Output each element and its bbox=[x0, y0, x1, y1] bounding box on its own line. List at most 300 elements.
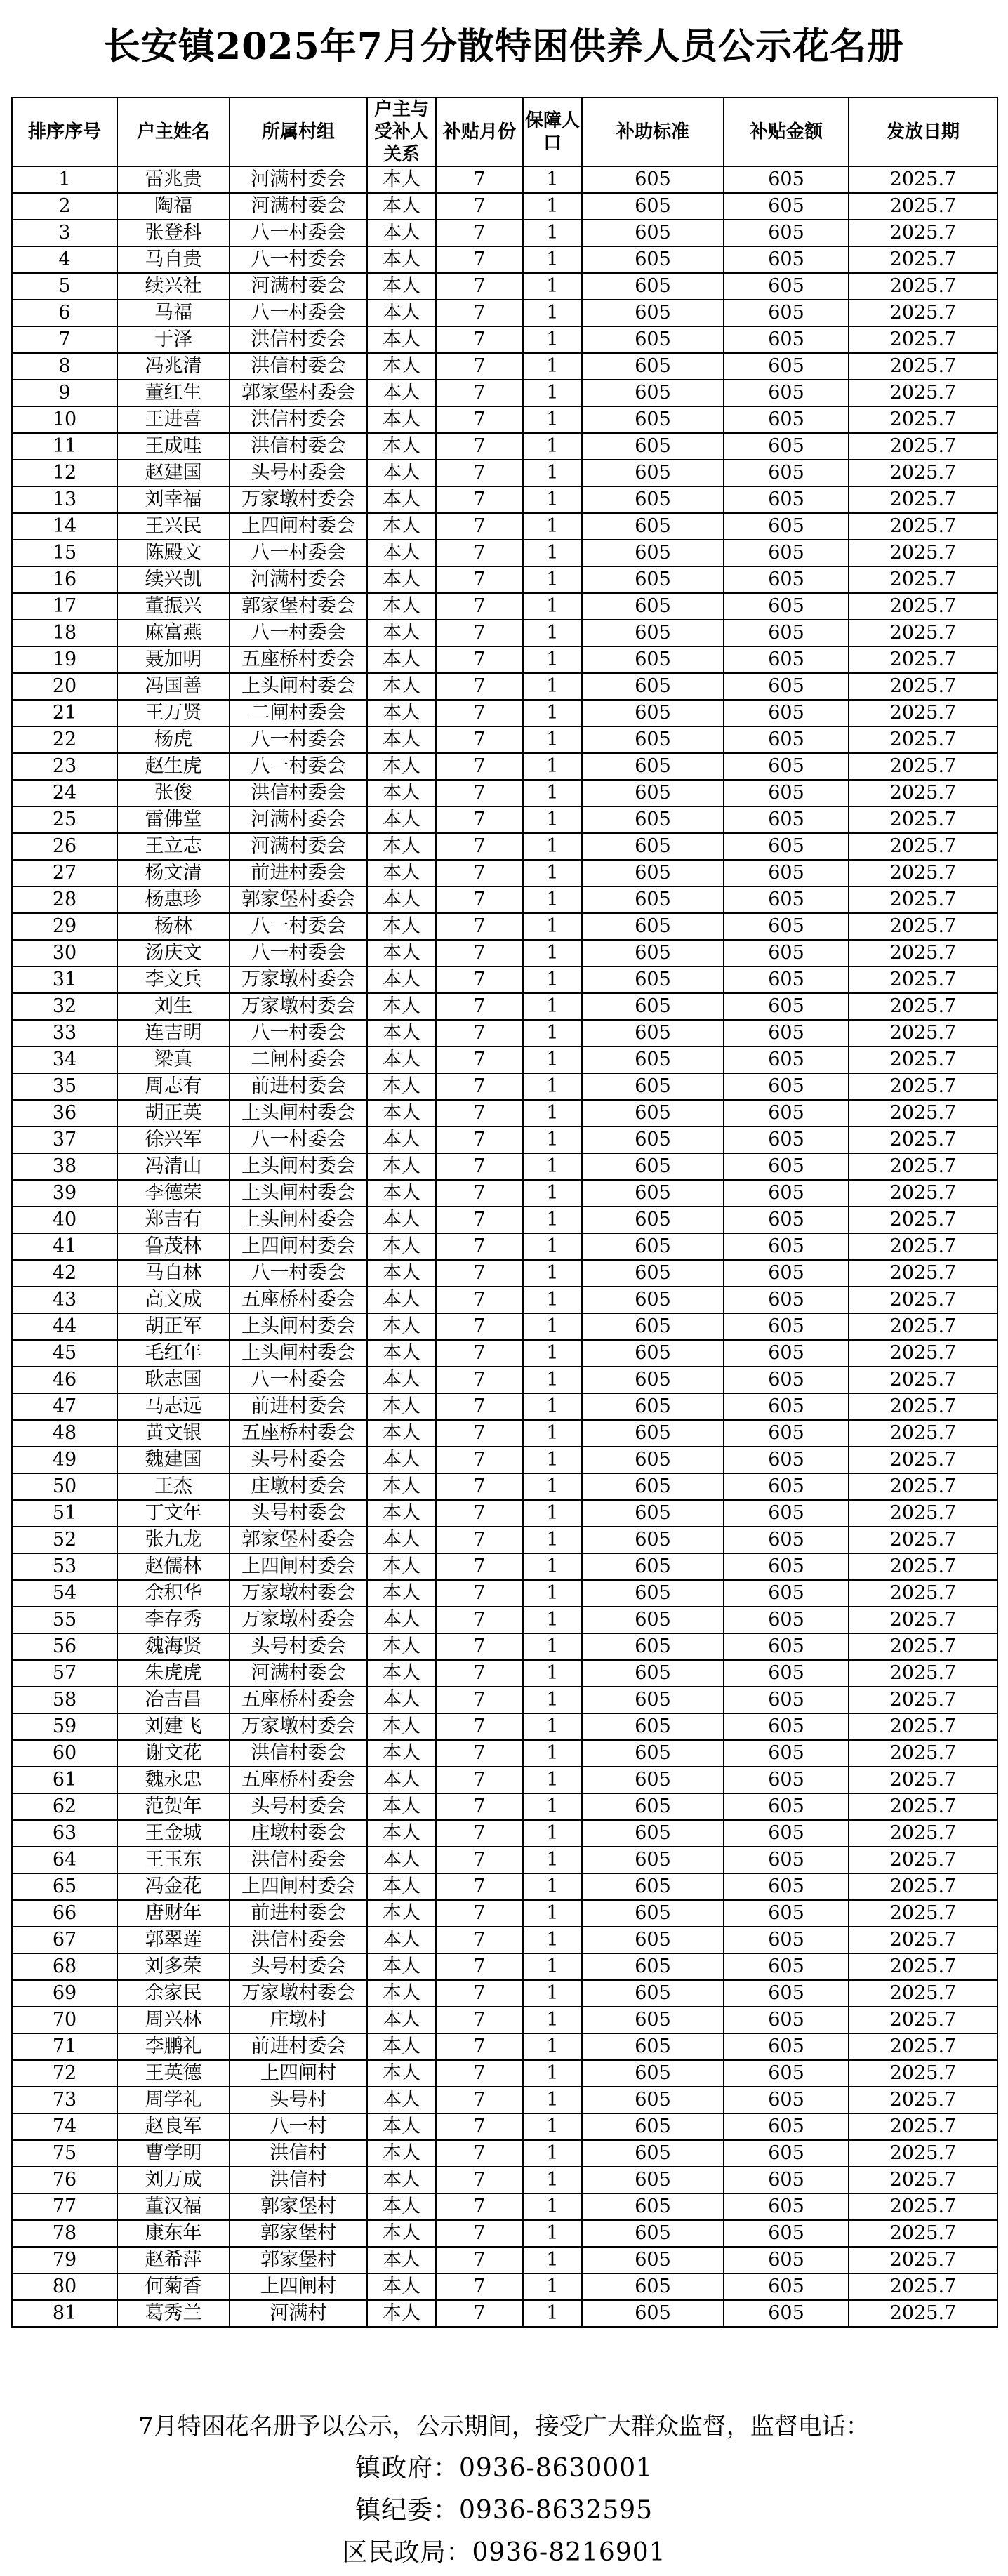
cell-name: 周志有 bbox=[117, 1073, 230, 1100]
cell-amount: 605 bbox=[724, 1740, 849, 1767]
cell-amount: 605 bbox=[724, 460, 849, 486]
cell-population: 1 bbox=[523, 2220, 582, 2247]
header-village: 所属村组 bbox=[230, 98, 367, 166]
cell-population: 1 bbox=[523, 486, 582, 513]
cell-month: 7 bbox=[436, 460, 523, 486]
cell-month: 7 bbox=[436, 1047, 523, 1073]
cell-village: 洪信村 bbox=[230, 2140, 367, 2167]
cell-serial: 79 bbox=[12, 2247, 117, 2273]
cell-month: 7 bbox=[436, 2060, 523, 2087]
cell-name: 续兴社 bbox=[117, 273, 230, 300]
table-row bbox=[12, 2300, 997, 2327]
cell-amount: 605 bbox=[724, 833, 849, 860]
cell-month: 7 bbox=[436, 1820, 523, 1847]
cell-amount: 605 bbox=[724, 1287, 849, 1313]
cell-village: 上头闸村委会 bbox=[230, 1153, 367, 1180]
cell-month: 7 bbox=[436, 913, 523, 940]
cell-amount: 605 bbox=[724, 193, 849, 220]
cell-name: 杨虎 bbox=[117, 726, 230, 753]
cell-standard: 605 bbox=[582, 1100, 724, 1127]
cell-village: 二闸村委会 bbox=[230, 700, 367, 726]
table-row bbox=[12, 913, 997, 940]
cell-village: 上头闸村委会 bbox=[230, 1207, 367, 1233]
cell-amount: 605 bbox=[724, 1473, 849, 1500]
cell-amount: 605 bbox=[724, 887, 849, 913]
cell-serial: 24 bbox=[12, 780, 117, 806]
cell-village: 郭家堡村 bbox=[230, 2193, 367, 2220]
cell-population: 1 bbox=[523, 993, 582, 1020]
cell-relation: 本人 bbox=[367, 913, 436, 940]
cell-relation: 本人 bbox=[367, 433, 436, 460]
cell-amount: 605 bbox=[724, 166, 849, 193]
cell-name: 赵建国 bbox=[117, 460, 230, 486]
cell-relation: 本人 bbox=[367, 887, 436, 913]
table-row bbox=[12, 673, 997, 700]
cell-relation: 本人 bbox=[367, 1073, 436, 1100]
cell-serial: 20 bbox=[12, 673, 117, 700]
cell-relation: 本人 bbox=[367, 2007, 436, 2033]
cell-standard: 605 bbox=[582, 433, 724, 460]
cell-amount: 605 bbox=[724, 700, 849, 726]
cell-population: 1 bbox=[523, 646, 582, 673]
cell-serial: 51 bbox=[12, 1500, 117, 1527]
cell-population: 1 bbox=[523, 2300, 582, 2327]
cell-serial: 56 bbox=[12, 1633, 117, 1660]
cell-name: 王兴民 bbox=[117, 513, 230, 540]
cell-standard: 605 bbox=[582, 2087, 724, 2113]
cell-village: 头号村委会 bbox=[230, 1633, 367, 1660]
phone-district-civil-affairs: 区民政局：0936-8216901 bbox=[342, 2538, 666, 2567]
cell-month: 7 bbox=[436, 540, 523, 566]
cell-population: 1 bbox=[523, 2167, 582, 2193]
cell-amount: 605 bbox=[724, 2087, 849, 2113]
table-row bbox=[12, 1793, 997, 1820]
cell-name: 耿志国 bbox=[117, 1367, 230, 1393]
cell-serial: 45 bbox=[12, 1340, 117, 1367]
cell-date: 2025.7 bbox=[849, 1953, 997, 1980]
cell-village: 八一村 bbox=[230, 2113, 367, 2140]
cell-amount: 605 bbox=[724, 993, 849, 1020]
table-row bbox=[12, 1740, 997, 1767]
cell-amount: 605 bbox=[724, 860, 849, 887]
cell-population: 1 bbox=[523, 193, 582, 220]
cell-village: 万家墩村委会 bbox=[230, 993, 367, 1020]
cell-serial: 6 bbox=[12, 300, 117, 326]
table-row bbox=[12, 1260, 997, 1287]
cell-name: 聂加明 bbox=[117, 646, 230, 673]
cell-serial: 38 bbox=[12, 1153, 117, 1180]
cell-month: 7 bbox=[436, 2033, 523, 2060]
cell-relation: 本人 bbox=[367, 1847, 436, 1873]
cell-standard: 605 bbox=[582, 1740, 724, 1767]
table-row bbox=[12, 1607, 997, 1633]
cell-serial: 81 bbox=[12, 2300, 117, 2327]
cell-name: 张俊 bbox=[117, 780, 230, 806]
cell-relation: 本人 bbox=[367, 1980, 436, 2007]
cell-date: 2025.7 bbox=[849, 913, 997, 940]
cell-relation: 本人 bbox=[367, 540, 436, 566]
cell-name: 马志远 bbox=[117, 1393, 230, 1420]
cell-month: 7 bbox=[436, 1020, 523, 1047]
cell-population: 1 bbox=[523, 726, 582, 753]
table-row bbox=[12, 1180, 997, 1207]
cell-standard: 605 bbox=[582, 967, 724, 993]
cell-amount: 605 bbox=[724, 1180, 849, 1207]
cell-population: 1 bbox=[523, 1207, 582, 1233]
cell-amount: 605 bbox=[724, 1340, 849, 1367]
cell-name: 刘幸福 bbox=[117, 486, 230, 513]
cell-village: 头号村委会 bbox=[230, 460, 367, 486]
cell-amount: 605 bbox=[724, 220, 849, 246]
cell-population: 1 bbox=[523, 593, 582, 620]
cell-amount: 605 bbox=[724, 246, 849, 273]
cell-name: 连吉明 bbox=[117, 1020, 230, 1047]
cell-serial: 17 bbox=[12, 593, 117, 620]
cell-relation: 本人 bbox=[367, 1873, 436, 1900]
cell-date: 2025.7 bbox=[849, 1233, 997, 1260]
cell-population: 1 bbox=[523, 353, 582, 380]
cell-serial: 40 bbox=[12, 1207, 117, 1233]
cell-population: 1 bbox=[523, 326, 582, 353]
cell-serial: 18 bbox=[12, 620, 117, 646]
cell-date: 2025.7 bbox=[849, 1287, 997, 1313]
cell-name: 谢文花 bbox=[117, 1740, 230, 1767]
cell-relation: 本人 bbox=[367, 940, 436, 967]
cell-serial: 33 bbox=[12, 1020, 117, 1047]
cell-population: 1 bbox=[523, 753, 582, 780]
cell-month: 7 bbox=[436, 2193, 523, 2220]
table-row bbox=[12, 1580, 997, 1607]
cell-date: 2025.7 bbox=[849, 1500, 997, 1527]
table-row bbox=[12, 2033, 997, 2060]
cell-amount: 605 bbox=[724, 326, 849, 353]
cell-amount: 605 bbox=[724, 1260, 849, 1287]
cell-village: 万家墩村委会 bbox=[230, 1980, 367, 2007]
cell-name: 李德荣 bbox=[117, 1180, 230, 1207]
table-row bbox=[12, 406, 997, 433]
cell-village: 郭家堡村委会 bbox=[230, 887, 367, 913]
cell-name: 胡正军 bbox=[117, 1313, 230, 1340]
cell-date: 2025.7 bbox=[849, 860, 997, 887]
cell-serial: 72 bbox=[12, 2060, 117, 2087]
cell-amount: 605 bbox=[724, 2167, 849, 2193]
cell-date: 2025.7 bbox=[849, 1847, 997, 1873]
cell-date: 2025.7 bbox=[849, 753, 997, 780]
cell-village: 洪信村委会 bbox=[230, 326, 367, 353]
cell-month: 7 bbox=[436, 433, 523, 460]
cell-relation: 本人 bbox=[367, 486, 436, 513]
table-row bbox=[12, 726, 997, 753]
cell-relation: 本人 bbox=[367, 1047, 436, 1073]
cell-date: 2025.7 bbox=[849, 1100, 997, 1127]
table-row bbox=[12, 2113, 997, 2140]
cell-amount: 605 bbox=[724, 1393, 849, 1420]
cell-population: 1 bbox=[523, 2140, 582, 2167]
cell-population: 1 bbox=[523, 2007, 582, 2033]
cell-amount: 605 bbox=[724, 1447, 849, 1473]
cell-month: 7 bbox=[436, 1687, 523, 1713]
cell-standard: 605 bbox=[582, 860, 724, 887]
cell-amount: 605 bbox=[724, 2220, 849, 2247]
cell-serial: 30 bbox=[12, 940, 117, 967]
cell-serial: 68 bbox=[12, 1953, 117, 1980]
cell-name: 冯金花 bbox=[117, 1873, 230, 1900]
table-row bbox=[12, 860, 997, 887]
cell-serial: 60 bbox=[12, 1740, 117, 1767]
cell-serial: 8 bbox=[12, 353, 117, 380]
cell-relation: 本人 bbox=[367, 1420, 436, 1447]
cell-serial: 66 bbox=[12, 1900, 117, 1927]
cell-village: 前进村委会 bbox=[230, 860, 367, 887]
cell-serial: 4 bbox=[12, 246, 117, 273]
cell-population: 1 bbox=[523, 1740, 582, 1767]
cell-standard: 605 bbox=[582, 1047, 724, 1073]
cell-serial: 27 bbox=[12, 860, 117, 887]
cell-month: 7 bbox=[436, 1740, 523, 1767]
cell-amount: 605 bbox=[724, 1793, 849, 1820]
cell-population: 1 bbox=[523, 1180, 582, 1207]
cell-relation: 本人 bbox=[367, 326, 436, 353]
cell-village: 洪信村委会 bbox=[230, 780, 367, 806]
cell-amount: 605 bbox=[724, 780, 849, 806]
header-month: 补贴月份 bbox=[436, 98, 523, 166]
cell-month: 7 bbox=[436, 2087, 523, 2113]
cell-date: 2025.7 bbox=[849, 1660, 997, 1687]
cell-standard: 605 bbox=[582, 2140, 724, 2167]
cell-standard: 605 bbox=[582, 1900, 724, 1927]
cell-serial: 44 bbox=[12, 1313, 117, 1340]
cell-population: 1 bbox=[523, 1020, 582, 1047]
cell-month: 7 bbox=[436, 1260, 523, 1287]
cell-amount: 605 bbox=[724, 406, 849, 433]
cell-name: 张九龙 bbox=[117, 1527, 230, 1553]
cell-serial: 57 bbox=[12, 1660, 117, 1687]
cell-standard: 605 bbox=[582, 2247, 724, 2273]
header-population: 保障人口 bbox=[523, 98, 582, 166]
cell-serial: 58 bbox=[12, 1687, 117, 1713]
table-row bbox=[12, 1047, 997, 1073]
cell-amount: 605 bbox=[724, 540, 849, 566]
cell-amount: 605 bbox=[724, 1233, 849, 1260]
cell-date: 2025.7 bbox=[849, 2113, 997, 2140]
cell-name: 于泽 bbox=[117, 326, 230, 353]
cell-date: 2025.7 bbox=[849, 1713, 997, 1740]
cell-village: 二闸村委会 bbox=[230, 1047, 367, 1073]
cell-village: 上头闸村委会 bbox=[230, 1340, 367, 1367]
cell-standard: 605 bbox=[582, 1340, 724, 1367]
table-row bbox=[12, 1900, 997, 1927]
cell-month: 7 bbox=[436, 1580, 523, 1607]
cell-population: 1 bbox=[523, 833, 582, 860]
table-row bbox=[12, 940, 997, 967]
cell-village: 洪信村委会 bbox=[230, 406, 367, 433]
table-row bbox=[12, 887, 997, 913]
cell-serial: 54 bbox=[12, 1580, 117, 1607]
cell-amount: 605 bbox=[724, 913, 849, 940]
cell-name: 刘多荣 bbox=[117, 1953, 230, 1980]
cell-standard: 605 bbox=[582, 913, 724, 940]
cell-date: 2025.7 bbox=[849, 887, 997, 913]
cell-village: 郭家堡村 bbox=[230, 2247, 367, 2273]
table-row bbox=[12, 967, 997, 993]
cell-standard: 605 bbox=[582, 566, 724, 593]
cell-month: 7 bbox=[436, 1180, 523, 1207]
cell-name: 王英德 bbox=[117, 2060, 230, 2087]
cell-relation: 本人 bbox=[367, 860, 436, 887]
cell-month: 7 bbox=[436, 1127, 523, 1153]
cell-standard: 605 bbox=[582, 593, 724, 620]
cell-amount: 605 bbox=[724, 1900, 849, 1927]
cell-date: 2025.7 bbox=[849, 593, 997, 620]
cell-relation: 本人 bbox=[367, 1367, 436, 1393]
cell-relation: 本人 bbox=[367, 1393, 436, 1420]
cell-name: 冯国善 bbox=[117, 673, 230, 700]
cell-population: 1 bbox=[523, 433, 582, 460]
table-row bbox=[12, 1660, 997, 1687]
cell-name: 魏永忠 bbox=[117, 1767, 230, 1793]
cell-standard: 605 bbox=[582, 2060, 724, 2087]
cell-date: 2025.7 bbox=[849, 2273, 997, 2300]
cell-month: 7 bbox=[436, 406, 523, 433]
cell-month: 7 bbox=[436, 380, 523, 406]
cell-village: 河满村委会 bbox=[230, 806, 367, 833]
cell-village: 前进村委会 bbox=[230, 1073, 367, 1100]
cell-date: 2025.7 bbox=[849, 1127, 997, 1153]
cell-serial: 63 bbox=[12, 1820, 117, 1847]
cell-serial: 69 bbox=[12, 1980, 117, 2007]
cell-name: 魏建国 bbox=[117, 1447, 230, 1473]
table-row bbox=[12, 1767, 997, 1793]
cell-serial: 77 bbox=[12, 2193, 117, 2220]
cell-amount: 605 bbox=[724, 2113, 849, 2140]
cell-relation: 本人 bbox=[367, 2167, 436, 2193]
cell-date: 2025.7 bbox=[849, 273, 997, 300]
cell-relation: 本人 bbox=[367, 2247, 436, 2273]
cell-serial: 75 bbox=[12, 2140, 117, 2167]
cell-date: 2025.7 bbox=[849, 1580, 997, 1607]
cell-standard: 605 bbox=[582, 246, 724, 273]
cell-population: 1 bbox=[523, 1367, 582, 1393]
cell-standard: 605 bbox=[582, 2007, 724, 2033]
cell-name: 余积华 bbox=[117, 1580, 230, 1607]
cell-amount: 605 bbox=[724, 1633, 849, 1660]
cell-amount: 605 bbox=[724, 1660, 849, 1687]
cell-population: 1 bbox=[523, 1527, 582, 1553]
cell-date: 2025.7 bbox=[849, 1607, 997, 1633]
cell-relation: 本人 bbox=[367, 593, 436, 620]
cell-date: 2025.7 bbox=[849, 1367, 997, 1393]
cell-village: 河满村委会 bbox=[230, 273, 367, 300]
cell-relation: 本人 bbox=[367, 1767, 436, 1793]
page-title: 长安镇2025年7月分散特困供养人员公示花名册 bbox=[104, 25, 904, 68]
cell-standard: 605 bbox=[582, 1607, 724, 1633]
cell-amount: 605 bbox=[724, 486, 849, 513]
cell-standard: 605 bbox=[582, 1473, 724, 1500]
cell-standard: 605 bbox=[582, 1553, 724, 1580]
cell-relation: 本人 bbox=[367, 1607, 436, 1633]
cell-name: 康东年 bbox=[117, 2220, 230, 2247]
cell-serial: 62 bbox=[12, 1793, 117, 1820]
cell-month: 7 bbox=[436, 2273, 523, 2300]
cell-amount: 605 bbox=[724, 1073, 849, 1100]
table-row bbox=[12, 246, 997, 273]
cell-date: 2025.7 bbox=[849, 433, 997, 460]
cell-standard: 605 bbox=[582, 166, 724, 193]
cell-amount: 605 bbox=[724, 1713, 849, 1740]
cell-village: 郭家堡村委会 bbox=[230, 593, 367, 620]
table-row bbox=[12, 166, 997, 193]
cell-standard: 605 bbox=[582, 1687, 724, 1713]
cell-month: 7 bbox=[436, 940, 523, 967]
cell-name: 高文成 bbox=[117, 1287, 230, 1313]
cell-date: 2025.7 bbox=[849, 220, 997, 246]
cell-month: 7 bbox=[436, 1367, 523, 1393]
cell-date: 2025.7 bbox=[849, 1047, 997, 1073]
cell-relation: 本人 bbox=[367, 2273, 436, 2300]
cell-village: 万家墩村委会 bbox=[230, 486, 367, 513]
cell-name: 赵希萍 bbox=[117, 2247, 230, 2273]
cell-relation: 本人 bbox=[367, 1713, 436, 1740]
cell-village: 庄墩村委会 bbox=[230, 1820, 367, 1847]
cell-relation: 本人 bbox=[367, 1660, 436, 1687]
cell-serial: 47 bbox=[12, 1393, 117, 1420]
cell-date: 2025.7 bbox=[849, 326, 997, 353]
cell-serial: 43 bbox=[12, 1287, 117, 1313]
cell-standard: 605 bbox=[582, 1447, 724, 1473]
cell-standard: 605 bbox=[582, 2113, 724, 2140]
cell-month: 7 bbox=[436, 1420, 523, 1447]
table-row bbox=[12, 1340, 997, 1367]
cell-standard: 605 bbox=[582, 1420, 724, 1447]
table-row bbox=[12, 1473, 997, 1500]
cell-relation: 本人 bbox=[367, 460, 436, 486]
cell-standard: 605 bbox=[582, 1820, 724, 1847]
cell-amount: 605 bbox=[724, 806, 849, 833]
cell-population: 1 bbox=[523, 1927, 582, 1953]
cell-serial: 3 bbox=[12, 220, 117, 246]
cell-standard: 605 bbox=[582, 300, 724, 326]
cell-name: 杨林 bbox=[117, 913, 230, 940]
cell-village: 五座桥村委会 bbox=[230, 1767, 367, 1793]
cell-name: 张登科 bbox=[117, 220, 230, 246]
cell-month: 7 bbox=[436, 2113, 523, 2140]
table-row bbox=[12, 1207, 997, 1233]
cell-date: 2025.7 bbox=[849, 1527, 997, 1553]
cell-population: 1 bbox=[523, 1820, 582, 1847]
table-row bbox=[12, 780, 997, 806]
cell-relation: 本人 bbox=[367, 300, 436, 326]
cell-standard: 605 bbox=[582, 673, 724, 700]
cell-amount: 605 bbox=[724, 1873, 849, 1900]
cell-name: 马福 bbox=[117, 300, 230, 326]
cell-amount: 605 bbox=[724, 566, 849, 593]
cell-population: 1 bbox=[523, 273, 582, 300]
table-row bbox=[12, 2193, 997, 2220]
cell-name: 杨惠珍 bbox=[117, 887, 230, 913]
cell-village: 上头闸村委会 bbox=[230, 1100, 367, 1127]
cell-amount: 605 bbox=[724, 2140, 849, 2167]
table-row bbox=[12, 1420, 997, 1447]
cell-relation: 本人 bbox=[367, 2220, 436, 2247]
cell-name: 何菊香 bbox=[117, 2273, 230, 2300]
cell-relation: 本人 bbox=[367, 1633, 436, 1660]
cell-date: 2025.7 bbox=[849, 1260, 997, 1287]
cell-population: 1 bbox=[523, 2193, 582, 2220]
cell-month: 7 bbox=[436, 780, 523, 806]
cell-village: 前进村委会 bbox=[230, 1900, 367, 1927]
cell-amount: 605 bbox=[724, 1500, 849, 1527]
cell-village: 上四闸村委会 bbox=[230, 1873, 367, 1900]
